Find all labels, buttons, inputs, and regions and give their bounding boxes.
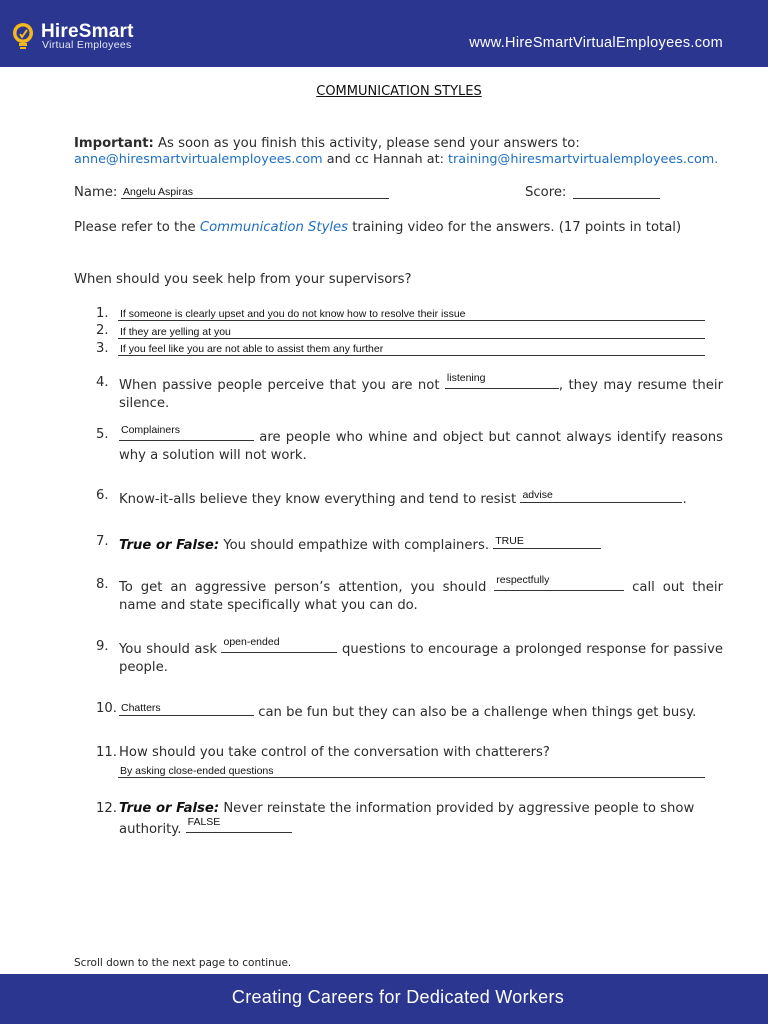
answer-8: respectfully (496, 574, 550, 586)
important-label: Important: (74, 136, 154, 151)
question-12-text: Never reinstate the information provided by aggressive people to show authority. (119, 801, 695, 837)
refer-post: training video for the answers. (17 points in total) (352, 220, 682, 235)
question-6-end: . (682, 492, 687, 507)
answer-1: If someone is clearly upset and you do not know how to resolve their issue (120, 308, 466, 320)
score-field[interactable] (573, 183, 660, 199)
item-number-2: 2. (96, 323, 109, 338)
item-number-10: 10. (96, 701, 117, 716)
item-number-9: 9. (96, 639, 109, 654)
cc-text: and cc Hannah at: (326, 152, 444, 167)
email-training-link[interactable]: training@hiresmartvirtualemployees.com. (447, 152, 719, 167)
question-8 (119, 576, 723, 615)
question-4 (119, 374, 723, 413)
item-number-12: 12. (96, 801, 117, 816)
brand-name: HireSmart (41, 21, 134, 42)
question-4-text-b: , they may resume their silence. (119, 378, 723, 411)
answer-2-field[interactable] (118, 323, 705, 339)
brand-subtitle: Virtual Employees (42, 39, 132, 51)
question-8-text-b: call out their name and state specifically what you can do. (119, 580, 723, 613)
answer-11-field[interactable] (118, 762, 705, 778)
hiresmart-logo (11, 22, 201, 52)
question-intro: When should you seek help from your supervisors? (74, 272, 412, 287)
item-number-5: 5. (96, 427, 109, 442)
item-number-11: 11. (96, 745, 117, 760)
training-video-link[interactable]: Communication Styles (199, 220, 349, 235)
answer-3-field[interactable] (118, 340, 705, 356)
question-4-text-a: When passive people perceive that you are not (119, 378, 440, 393)
footer-tagline: Creating Careers for Dedicated Workers (231, 987, 565, 1007)
answer-9: open-ended (223, 636, 280, 648)
scroll-note: Scroll down to the next page to continue. (74, 957, 292, 969)
answer-11: By asking close-ended questions (120, 765, 274, 777)
email-line (74, 152, 718, 167)
question-9 (119, 638, 723, 677)
important-text: As soon as you finish this activity, please send your answers to: (158, 136, 580, 151)
answer-2: If they are yelling at you (120, 326, 231, 338)
question-10-text: can be fun but they can also be a challenge when things get busy. (258, 705, 697, 720)
page-footer (0, 974, 768, 1024)
answer-4: listening (446, 372, 486, 384)
answer-12: FALSE (187, 816, 221, 828)
true-false-label-12: True or False: (119, 801, 220, 816)
item-number-1: 1. (96, 306, 109, 321)
true-false-label-7: True or False: (119, 538, 220, 553)
name-value: Angelu Aspiras (123, 186, 194, 198)
answer-7: TRUE (495, 535, 524, 547)
question-8-text-a: To get an aggressive person’s attention, you should (119, 580, 487, 595)
answer-9-field[interactable] (221, 638, 337, 653)
item-number-6: 6. (96, 488, 109, 503)
question-6 (119, 488, 687, 507)
item-number-8: 8. (96, 577, 109, 592)
answer-6-field[interactable] (520, 488, 682, 503)
lightbulb-icon (11, 22, 37, 50)
question-12 (119, 800, 729, 839)
question-10 (119, 701, 696, 720)
score-label: Score: (525, 185, 567, 200)
item-number-3: 3. (96, 341, 109, 356)
answer-7-field[interactable] (493, 534, 601, 549)
answer-3: If you feel like you are not able to assist them any further (120, 343, 384, 355)
answer-6: advise (522, 489, 553, 501)
answer-12-field[interactable] (186, 818, 292, 833)
question-9-text-b: questions to encourage a prolonged response for passive people. (119, 642, 723, 675)
item-number-4: 4. (96, 375, 109, 390)
question-5-text: are people who whine and object but cannot always identify reasons why a solution will not work. (119, 430, 723, 463)
question-9-text-a: You should ask (119, 642, 217, 657)
question-7 (119, 534, 601, 553)
question-11-text: How should you take control of the conversation with chatterers? (119, 745, 550, 760)
email-anne-link[interactable]: anne@hiresmartvirtualemployees.com (74, 152, 323, 167)
refer-pre: Please refer to the (74, 220, 196, 235)
question-6-text: Know-it-alls believe they know everything and tend to resist (119, 492, 517, 507)
refer-line (74, 220, 681, 235)
answer-4-field[interactable] (445, 374, 559, 389)
item-number-7: 7. (96, 534, 109, 549)
name-field[interactable] (121, 183, 389, 199)
important-note (74, 136, 580, 151)
question-7-text: You should empathize with complainers. (223, 538, 490, 553)
answer-1-field[interactable] (118, 305, 705, 321)
answer-5-field[interactable] (119, 426, 254, 441)
question-5 (119, 426, 723, 465)
website-link[interactable]: www.HireSmartVirtualEmployees.com (469, 35, 723, 51)
page-header (0, 0, 768, 67)
answer-5: Complainers (121, 424, 180, 436)
answer-10-field[interactable] (119, 701, 254, 716)
page-title: COMMUNICATION STYLES (316, 84, 482, 99)
answer-10: Chatters (121, 702, 161, 714)
answer-8-field[interactable] (494, 576, 624, 591)
name-label: Name: (74, 185, 118, 200)
